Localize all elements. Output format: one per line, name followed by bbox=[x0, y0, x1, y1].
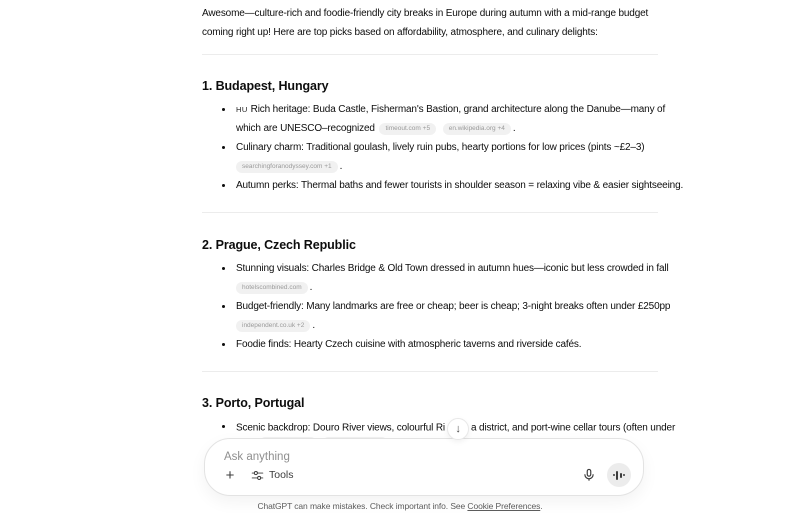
bullet-text: Culinary charm: Traditional goulash, lively ruin pubs, hearty portions for low prices (pints ~£2–3) bbox=[236, 142, 645, 153]
attach-plus-button[interactable] bbox=[218, 463, 242, 487]
list-item bbox=[202, 176, 684, 195]
list-item bbox=[202, 335, 658, 354]
scroll-to-bottom-button[interactable] bbox=[447, 418, 469, 440]
voice-waveform-icon bbox=[613, 471, 626, 480]
bullet-text: which are UNESCO–recognized bbox=[236, 123, 375, 134]
arrow-down-icon: ↓ bbox=[455, 422, 461, 435]
sentence-period: . bbox=[309, 282, 313, 293]
disclaimer-period: . bbox=[540, 501, 543, 511]
list-item bbox=[202, 297, 671, 335]
bullet-text: Budget-friendly: Many landmarks are free or cheap; beer is cheap; 3-night breaks often under £250pp bbox=[236, 301, 671, 312]
assistant-message bbox=[202, 0, 684, 458]
citation-pill[interactable]: independent.co.uk +2 bbox=[236, 320, 310, 332]
prague-bullet-list bbox=[202, 259, 671, 354]
list-item bbox=[202, 259, 669, 297]
dictate-button[interactable] bbox=[577, 463, 601, 487]
intro-paragraph bbox=[202, 4, 658, 42]
citation-pill[interactable]: hotelscombined.com bbox=[236, 282, 308, 294]
citation-pill[interactable]: timeout.com +5 bbox=[379, 123, 436, 135]
microphone-icon bbox=[582, 468, 596, 482]
bullet-text: Foodie finds: Hearty Czech cuisine with atmospheric taverns and riverside cafés. bbox=[236, 339, 582, 350]
tools-button[interactable] bbox=[245, 463, 300, 487]
bullet-text: Scenic backdrop: Douro River views, colourful Ri bbox=[236, 422, 445, 434]
chat-composer[interactable] bbox=[204, 438, 644, 496]
voice-mode-button[interactable] bbox=[607, 463, 631, 487]
disclaimer-text: ChatGPT can make mistakes. Check important info. See bbox=[257, 501, 468, 511]
budapest-bullet-list bbox=[202, 100, 684, 195]
cookie-preferences-link[interactable]: Cookie Preferences bbox=[467, 501, 541, 511]
section-heading-budapest: 1. Budapest, Hungary bbox=[202, 79, 329, 93]
section-divider bbox=[202, 371, 658, 372]
bullet-text: a district, and port-wine cellar tours (often under bbox=[471, 422, 676, 434]
sentence-period: . bbox=[312, 320, 315, 331]
section-divider bbox=[202, 212, 658, 213]
sentence-period: . bbox=[512, 123, 516, 134]
sentence-period: . bbox=[339, 161, 343, 172]
citation-pill[interactable]: searchingforanodyssey.com +1 bbox=[236, 161, 338, 173]
intro-line: Awesome—culture-rich and foodie-friendly city breaks in Europe during autumn with a mid-range budget bbox=[202, 8, 649, 19]
list-item bbox=[202, 138, 658, 176]
disclaimer-bar bbox=[0, 501, 800, 511]
bullet-text: Autumn perks: Thermal baths and fewer tourists in shoulder season = relaxing vibe & easier sightseeing. bbox=[236, 180, 684, 191]
bullet-text: Stunning visuals: Charles Bridge & Old Town dressed in autumn hues—iconic but less crowded in fall bbox=[236, 263, 669, 274]
hungary-flag-icon: HU bbox=[236, 105, 248, 114]
citation-pill[interactable]: en.wikipedia.org +4 bbox=[443, 123, 511, 135]
sliders-icon bbox=[251, 469, 264, 482]
section-heading-porto: 3. Porto, Portugal bbox=[202, 396, 305, 410]
plus-icon: + bbox=[225, 466, 235, 484]
bullet-text: Rich heritage: Buda Castle, Fisherman's Bastion, grand architecture along the Danube—many of bbox=[250, 104, 666, 115]
tools-label: Tools bbox=[269, 469, 294, 481]
intro-line: coming right up! Here are top picks based on affordability, atmosphere, and culinary delights: bbox=[202, 27, 598, 38]
message-input[interactable]: Ask anything bbox=[224, 451, 290, 463]
section-heading-prague: 2. Prague, Czech Republic bbox=[202, 238, 356, 252]
section-divider bbox=[202, 54, 658, 55]
list-item bbox=[202, 100, 666, 138]
